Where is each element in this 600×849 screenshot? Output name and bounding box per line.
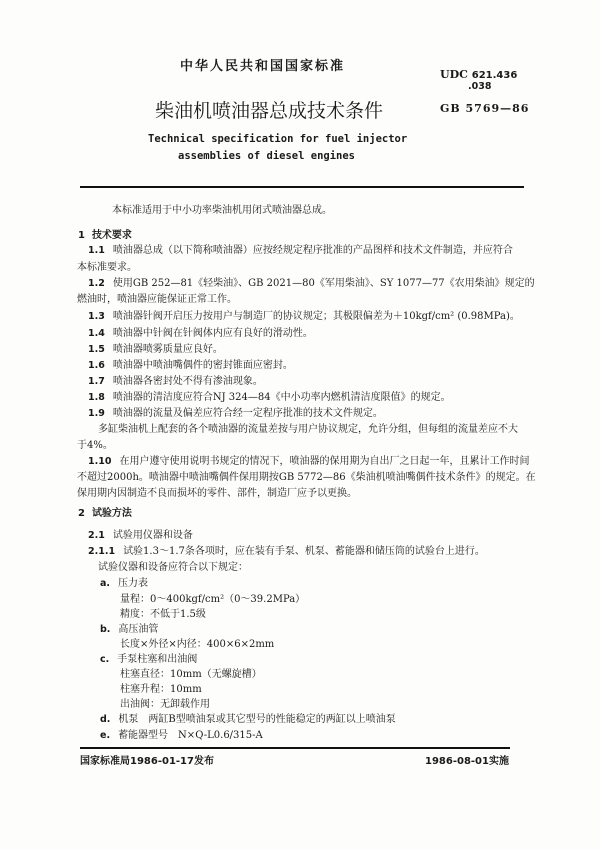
clause-1-9: [88, 408, 383, 420]
clause-1-3: [88, 311, 520, 323]
footer-divider: [80, 747, 510, 749]
clause-2-1: [88, 530, 193, 542]
clause-text: 试验1.3～1.7条各项时，应在装有手泵、机泵、蓄能器和储压筒的试验台上进行。: [123, 546, 485, 557]
header-divider: [80, 186, 524, 188]
clause-number: 1.4: [88, 328, 105, 339]
clause-1-9-para: 多缸柴油机上配套的各个喷油器的流量差按与用户协议规定，允许分组，但每组的流量差应不大: [98, 424, 518, 435]
item-c-valve: 出油阀：无卸载作用: [120, 699, 210, 710]
effective-date: 1986-08-01实施: [425, 756, 509, 767]
clause-number: 1.9: [88, 408, 105, 419]
clause-text: 在用户遵守使用说明书规定的情况下，喷油器的保用期为自出厂之日起一年，且累计工作时间: [119, 456, 530, 467]
item-b: [100, 624, 158, 636]
document-title: 柴油机喷油器总成技术条件: [155, 100, 384, 122]
clause-1-2-cont: 燃油时，喷油器应能保证正常工作。: [77, 294, 237, 305]
clause-text: 喷油器的流量及偏差应符合经一定程序批准的技术文件规定。: [112, 408, 383, 419]
clause-number: 1.1: [88, 245, 105, 256]
clause-1-1-cont: 本标准要求。: [77, 262, 137, 273]
clause-text: 喷油器中喷油嘴偶件的密封锥面应密封。: [112, 360, 293, 371]
clause-number: a.: [100, 578, 111, 589]
clause-1-6: [88, 360, 293, 372]
section-title: 技术要求: [91, 230, 132, 241]
clause-number: 1.3: [88, 311, 105, 322]
issuer-heading: 中华人民共和国国家标准: [180, 59, 346, 74]
clause-text: 蓄能器型号 N×Q-L0.6/315-A: [118, 730, 263, 741]
udc-sub: .038: [468, 81, 492, 92]
clause-number: 1.10: [88, 456, 112, 467]
clause-number: 1.6: [88, 360, 105, 371]
clause-1-10-cont1: 不超过2000h。喷油器中喷油嘴偶件保用期按GB 5772—86《柴油机喷油嘴偶件技术条件》的规定。在: [77, 472, 536, 483]
clause-text: 喷油器各密封处不得有渗油现象。: [112, 376, 263, 387]
clause-number: 1.7: [88, 376, 105, 387]
clause-1-9-para-cont: 于4%。: [77, 440, 113, 451]
clause-1-7: [88, 376, 263, 388]
clause-number: 1.5: [88, 344, 105, 355]
requirements-intro: 试验仪器和设备应符合以下规定：: [98, 562, 248, 573]
clause-text: 喷油器的清洁度应符合NJ 324—84《中小功率内燃机清洁度限值》的规定。: [112, 392, 451, 403]
item-c: [100, 654, 197, 666]
item-e: [100, 730, 263, 742]
clause-1-5: [88, 344, 223, 356]
item-a-accuracy: 精度：不低于1.5级: [120, 609, 206, 620]
clause-1-4: [88, 328, 313, 340]
clause-text: 手泵柱塞和出油阀: [117, 654, 198, 665]
english-title-line2: assemblies of diesel engines: [178, 150, 356, 162]
section-number: 1: [78, 230, 85, 241]
clause-1-10: [88, 456, 529, 468]
udc-label: UDC: [440, 68, 468, 81]
clause-1-8: [88, 392, 451, 404]
udc-code: [440, 68, 517, 81]
item-c-lift: 柱塞升程：10mm: [120, 684, 202, 695]
clause-text: 喷油器总成（以下简称喷油器）应按经规定程序批准的产品图样和技术文件制造，并应符合: [112, 245, 513, 256]
clause-text: 喷油器针阀开启压力按用户与制造厂的协议规定；其极限偏差为＋10kgf/cm² (0.98MPa)。: [112, 311, 520, 322]
clause-1-2: [88, 278, 535, 290]
clause-number: e.: [100, 730, 111, 741]
clause-number: 1.2: [88, 278, 105, 289]
clause-number: b.: [100, 624, 111, 635]
scope-paragraph: 本标准适用于中小功率柴油机用闭式喷油器总成。: [112, 205, 332, 216]
clause-1-1: [88, 245, 513, 257]
udc-number: 621.436: [471, 70, 518, 81]
section-number: 2: [78, 508, 85, 519]
clause-text: 喷油器中针阀在针阀体内应有良好的滑动性。: [112, 328, 313, 339]
english-title-line1: Technical specification for fuel injector: [148, 133, 408, 145]
item-b-dimensions: 长度×外径×内径：400×6×2mm: [120, 639, 275, 650]
clause-text: 高压油管: [118, 624, 159, 635]
clause-number: 2.1: [88, 530, 105, 541]
item-a: [100, 578, 148, 590]
clause-text: 机泵 两缸B型喷油泵或其它型号的性能稳定的两缸以上喷油泵: [118, 714, 396, 725]
section-title: 试验方法: [91, 508, 132, 519]
clause-number: d.: [100, 714, 111, 725]
clause-2-1-1: [88, 546, 485, 558]
clause-text: 试验用仪器和设备: [112, 530, 193, 541]
clause-1-10-cont2: 保用期内因制造不良而损坏的零件、部件，制造厂应予以更换。: [77, 488, 357, 499]
item-d: [100, 714, 396, 726]
standard-number: GB 5769—86: [440, 102, 530, 115]
issue-date: 国家标准局1986-01-17发布: [80, 756, 214, 767]
item-a-range: 量程：0～400kgf/cm²（0～39.2MPa）: [120, 594, 306, 605]
clause-number: 1.8: [88, 392, 105, 403]
section-2-heading: [78, 508, 132, 520]
section-1-heading: [78, 230, 132, 242]
clause-text: 使用GB 252—81《轻柴油》、GB 2021—80《军用柴油》、SY 1077—77《农用柴油》规定的: [112, 278, 535, 289]
item-c-diameter: 柱塞直径：10mm（无螺旋槽）: [120, 669, 262, 680]
clause-text: 压力表: [118, 578, 149, 589]
clause-text: 喷油器喷雾质量应良好。: [112, 344, 223, 355]
clause-number: 2.1.1: [88, 546, 116, 557]
clause-number: c.: [100, 654, 110, 665]
